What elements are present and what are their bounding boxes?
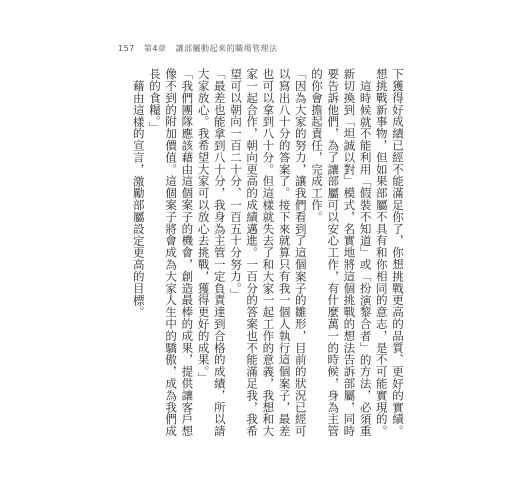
- paragraph-2: 這時候就不能利用「假裝不知道」或「扮演黎合者」的方法，必須重新切換到「坦誠以對」模式，名實地將這個挑戰的想法告訴部屬，同時要告訴他們，為了讓部屬可以安心工作，有什麼萬一的時候，身為主管的你會擔起責任，完成工作。: [309, 68, 373, 437]
- page-number: 157: [118, 44, 135, 53]
- paragraph-1: 下獲得好成績已經不能滿足你了，你想挑戰更高的品質、更好的實績。想挑戰新事物，但如果部屬不具有和你相同的意志，是不可能實現的。: [374, 68, 405, 437]
- chapter-label: 第4章: [143, 44, 167, 53]
- vertical-body-text: [118, 68, 406, 440]
- quote-2: 「最差也能拿到八十分，我身為主管一定負責達到合格的成績，所以請大家放心。我希望大家可以放心去挑戰，獲得更好的成果。」: [196, 68, 227, 437]
- paragraph-closing: 藉由這樣的宣言，激勵部屬設定更高的目標。: [131, 79, 146, 318]
- quote-3: 「我們團隊應該藉由這個案子的機會，創造最棒的成果，提供讓客戶想像不到的附加價值。這個案子將會成為大家人生中的驕傲，成為我們成長的食糧。」: [147, 68, 195, 437]
- running-header: [118, 43, 283, 54]
- quote-1: 「因為大家的努力，讓我們看到了這個案子的雛形，目前的狀況已經可以寫出八十分的答案了。接下來就算只有我一個人執行這個案子，最差也可以拿到八十分。但這樣就失去了和大家一起工作的意義，我想和大家一起合作，朝向更高的成績邁進。一百分的答案也不能滿足我，我希望可以朝向一百二十分、一百五十分努力。」: [228, 68, 308, 437]
- chapter-title: 讓部屬動起來的職場管理法: [175, 44, 278, 53]
